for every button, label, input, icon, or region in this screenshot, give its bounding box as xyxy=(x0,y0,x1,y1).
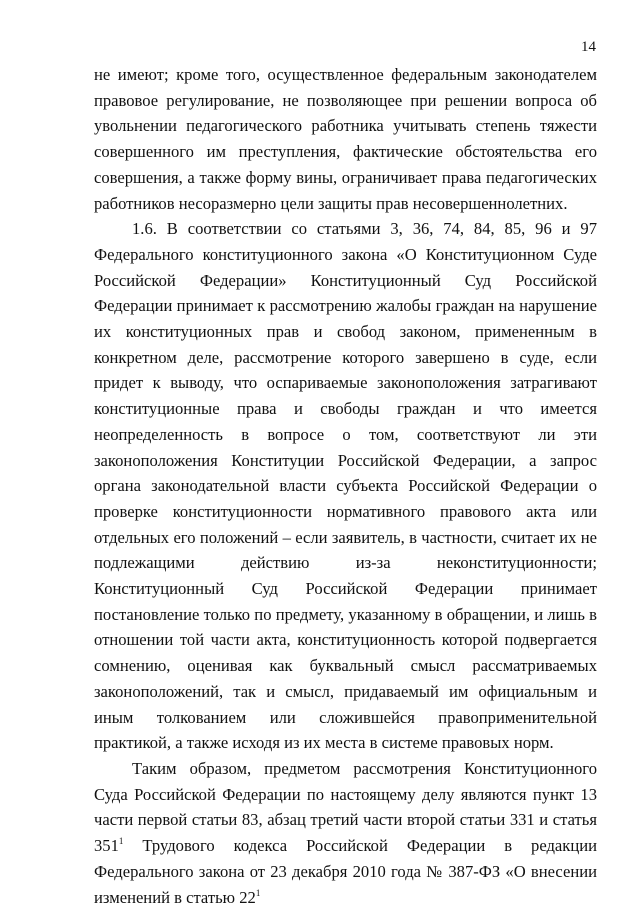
page-number: 14 xyxy=(581,39,596,55)
paragraph-subject-part1: Таким образом, предметом рассмотрения Конституционного Суда Российской Федерации по настоящему делу являются пункт 13 части первой статьи 83, абзац третий части второй статьи 331 и статья 351 xyxy=(94,758,597,856)
paragraph-section-1-6: 1.6. В соответствии со статьями 3, 36, 74, 84, 85, 96 и 97 Федерального конституционного закона «О Конституционном Суде Российской Федерации» Конституционный Суд Российской Федерации принимает к рассмотрению жалобы граждан на нарушение их конституционных прав и свобод законом, примененным в конкретном деле, рассмотрение которого завершено в суде, если придет к выводу, что оспариваемые законоположения затрагивают конституционные права и свободы граждан и что имеется неопределенность в вопросе о том, соответствуют ли эти законоположения Конституции Российской Федерации, а запрос органа законодательной власти субъекта Российской Федерации о проверке конституционности нормативного правового акта или отдельных его положений – если заявитель, в частности, считает их не подлежащими действию из-за неконституционности; Конституционный Суд Российской Федерации принимает постановление только по предмету, указанному в обращении, и лишь в отношении той части акта, конституционность которой подвергается сомнению, оценивая как буквальный смысл рассматриваемых законоположений, так и смысл, придаваемый им официальным и иным толкованием или сложившейся правоприменительной практикой, а также исходя из их места в системе правовых норм. xyxy=(94,219,597,753)
paragraph-continued: не имеют; кроме того, осуществленное федеральным законодателем правовое регулирование, не позволяющее при решении вопроса об увольнении педагогического работника учитывать степень тяжести совершенного им преступления, фактические обстоятельства его совершения, а также форму вины, ограничивает права педагогических работников несоразмерно цели защиты прав несовершеннолетних. xyxy=(94,65,597,213)
document-body xyxy=(94,62,597,910)
superscript-article-22-1: 1 xyxy=(255,887,261,898)
superscript-article-351-1: 1 xyxy=(118,836,124,847)
paragraph-subject xyxy=(94,756,597,910)
paragraph-subject-part2: Трудового кодекса Российской Федерации в редакции Федерального закона от 23 декабря 2010 года № 387-ФЗ «О внесении изменений в статью 22 xyxy=(94,836,597,907)
